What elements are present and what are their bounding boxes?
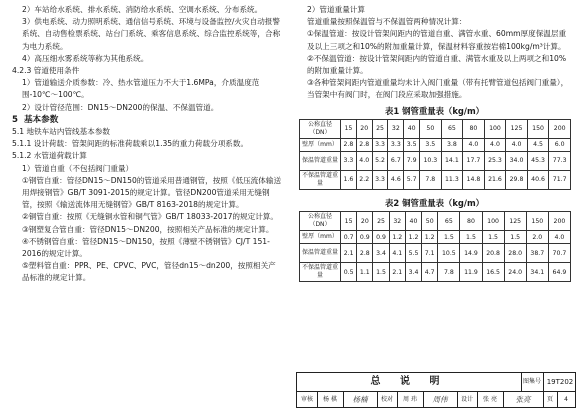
- dn-cell: 150: [527, 119, 549, 138]
- value-cell: 0.9: [357, 231, 373, 244]
- value-cell: 6.0: [549, 138, 571, 151]
- value-cell: 45.3: [527, 151, 549, 170]
- title-block: [296, 372, 576, 408]
- value-cell: 4.0: [506, 138, 528, 151]
- right-paragraph: ①保温管道：按设计管架间距内的管道自重、满管水重、60mm厚度保温层重及以上三项之和10%的附加重量计算，保温材料容重按岩棉100kg/m³计算。: [307, 29, 567, 51]
- reviewer-signature: 杨楠: [343, 391, 378, 408]
- right-paragraphs: [297, 4, 572, 102]
- left-paragraph: ④不锈钢管自重：管径DN15～DN150，按照《薄壁不锈钢管》CJ/T 151-2016的规定计算。: [22, 236, 270, 259]
- drawing-title: 总 说 明: [297, 373, 522, 391]
- value-cell: 4.5: [527, 138, 549, 151]
- right-paragraph: 管道重量按照保温管与不保温管两种情况计算：: [307, 17, 467, 27]
- value-cell: 10.3: [420, 151, 442, 170]
- value-cell: 2.1: [341, 244, 357, 263]
- designer-signature: 张亮: [503, 391, 544, 408]
- value-cell: 1.6: [341, 170, 357, 189]
- value-cell: 1.1: [357, 263, 373, 282]
- value-cell: 6.7: [388, 151, 404, 170]
- row-label: 不保温管道重量: [300, 170, 341, 189]
- dn-cell: 80: [463, 119, 485, 138]
- left-paragraph: 1）管道自重（不包括阀门重量）: [22, 163, 134, 173]
- value-cell: 34.1: [526, 263, 548, 282]
- value-cell: 5.5: [405, 244, 421, 263]
- value-cell: 7.1: [422, 244, 438, 263]
- value-cell: 77.3: [549, 151, 571, 170]
- left-paragraph: ②铜管自重：按照《无缝铜水管和铜气管》GB/T 18033-2017的规定计算。: [22, 212, 278, 222]
- value-cell: 4.6: [388, 170, 404, 189]
- dn-cell: 125: [506, 119, 528, 138]
- dn-cell: 32: [388, 119, 404, 138]
- value-cell: 40.6: [527, 170, 549, 189]
- left-text-column: [12, 4, 283, 285]
- value-cell: 2.1: [389, 263, 405, 282]
- value-cell: 2.8: [356, 138, 372, 151]
- value-cell: 17.7: [463, 151, 485, 170]
- value-cell: 4.0: [463, 138, 485, 151]
- left-paragraph: 3）供电系统、动力照明系统、通信信号系统、环境与设备监控/火灾自动报警系统、自动售检票系统、站台门系统、乘客信息系统、综合监控系统等，合称为电力系统。: [22, 17, 281, 51]
- dn-cell: 40: [404, 119, 420, 138]
- left-paragraph: 4）高压细水雾系统等称为其他系统。: [22, 53, 149, 63]
- dn-cell: 40: [405, 212, 421, 231]
- dn-cell: 25: [372, 119, 388, 138]
- dn-cell: 50: [420, 119, 442, 138]
- table-row: [300, 244, 571, 263]
- value-cell: 1.2: [422, 231, 438, 244]
- value-cell: 21.6: [484, 170, 506, 189]
- left-paragraph: 5.1.1 设计荷载：管架间距的标准荷载乘以1.35的重力荷载分项系数。: [12, 139, 249, 149]
- value-cell: 1.2: [389, 231, 405, 244]
- value-cell: 71.7: [549, 170, 571, 189]
- dn-cell: 80: [460, 212, 482, 231]
- value-cell: 3.4: [373, 244, 389, 263]
- left-paragraph: 4.2.3 管道使用条件: [12, 66, 80, 76]
- dn-cell: 200: [548, 212, 570, 231]
- value-cell: 11.9: [460, 263, 482, 282]
- value-cell: 14.9: [460, 244, 482, 263]
- page-label: 页: [543, 391, 558, 408]
- value-cell: 0.9: [373, 231, 389, 244]
- value-cell: 5.7: [404, 170, 420, 189]
- dn-cell: 150: [526, 212, 548, 231]
- nominal-diameter-header: 公称直径（DN）: [300, 212, 341, 231]
- left-paragraph: ③钢塑复合管自重：管径DN15～DN200，按照相关产品标准的规定计算。: [22, 224, 274, 234]
- value-cell: 1.5: [482, 231, 504, 244]
- steel-pipe-weight-table: [299, 119, 571, 190]
- value-cell: 3.3: [372, 170, 388, 189]
- value-cell: 2.2: [356, 170, 372, 189]
- right-text-column: [297, 4, 572, 282]
- value-cell: 7.8: [438, 263, 460, 282]
- table2-title: 表2 铜管重量表（kg/m）: [384, 197, 485, 208]
- value-cell: 4.0: [356, 151, 372, 170]
- value-cell: 16.5: [482, 263, 504, 282]
- value-cell: 2.8: [357, 244, 373, 263]
- value-cell: 2.8: [341, 138, 357, 151]
- dn-cell: 20: [356, 119, 372, 138]
- table1-title: 表1 钢管重量表（kg/m）: [384, 105, 485, 116]
- checker-signature: 周伟: [423, 391, 458, 408]
- table-row: [300, 170, 571, 189]
- value-cell: 34.0: [506, 151, 528, 170]
- table-row: [300, 231, 571, 244]
- dn-cell: 125: [504, 212, 526, 231]
- design-label: 设计: [457, 391, 478, 408]
- dn-cell: 200: [549, 119, 571, 138]
- left-paragraph: 5.1 地铁车站内管线基本参数: [12, 127, 111, 137]
- atlas-number: 19T202: [546, 378, 574, 386]
- value-cell: 14.1: [441, 151, 463, 170]
- value-cell: 5.2: [372, 151, 388, 170]
- dn-cell: 65: [438, 212, 460, 231]
- page-number: 4: [564, 396, 568, 403]
- check-label: 校对: [377, 391, 398, 408]
- dn-cell: 100: [484, 119, 506, 138]
- left-paragraph: 5.1.2 水管道荷载计算: [12, 151, 87, 161]
- value-cell: 25.3: [484, 151, 506, 170]
- atlas-number-label: 图集号: [521, 373, 544, 391]
- value-cell: 0.7: [341, 231, 357, 244]
- value-cell: 3.3: [388, 138, 404, 151]
- row-label: 保温管道重量: [300, 151, 341, 170]
- value-cell: 20.8: [482, 244, 504, 263]
- value-cell: 24.0: [504, 263, 526, 282]
- left-paragraph: 1）管道输送介质参数：冷、热水管道压力不大于1.6MPa，介质温度范围-10℃～100℃。: [22, 78, 260, 100]
- value-cell: 1.5: [373, 263, 389, 282]
- value-cell: 3.3: [341, 151, 357, 170]
- value-cell: 7.8: [420, 170, 442, 189]
- table-row: [300, 263, 571, 282]
- value-cell: 3.8: [441, 138, 463, 151]
- approval-row: [297, 391, 575, 408]
- reviewer-name: 杨 棋: [317, 391, 344, 408]
- value-cell: 14.8: [463, 170, 485, 189]
- value-cell: 10.5: [438, 244, 460, 263]
- left-paragraph: 5 基本参数: [12, 114, 59, 125]
- value-cell: 1.5: [438, 231, 460, 244]
- dn-cell: 25: [373, 212, 389, 231]
- value-cell: 4.1: [389, 244, 405, 263]
- dn-cell: 15: [341, 119, 357, 138]
- value-cell: 11.3: [441, 170, 463, 189]
- dn-cell: 32: [389, 212, 405, 231]
- value-cell: 1.2: [405, 231, 421, 244]
- value-cell: 0.5: [341, 263, 357, 282]
- value-cell: 7.9: [404, 151, 420, 170]
- left-paragraph: ①钢管自重：管径DN15～DN150的管道采用普通钢管，按照《低压流体输送用焊接钢管》GB/T 3091-2015的规定计算。管径DN200管道采用无缝钢管，按照《输送流体用无缝钢管》GB/T 8163-2018的规定计算。: [22, 175, 282, 210]
- value-cell: 28.0: [504, 244, 526, 263]
- value-cell: 3.5: [404, 138, 420, 151]
- copper-pipe-weight-table: [299, 211, 571, 282]
- right-paragraph: ③各种管架间距内管道重量均未计入阀门重量（带有托臂管道包括阀门重量），当管架中有阀门时，在阀门段应采取加强措施。: [307, 78, 569, 100]
- dn-cell: 65: [441, 119, 463, 138]
- value-cell: 3.5: [420, 138, 442, 151]
- value-cell: 29.8: [506, 170, 528, 189]
- value-cell: 1.5: [504, 231, 526, 244]
- value-cell: 3.3: [372, 138, 388, 151]
- left-paragraph: 2）车站给水系统、排水系统、消防给水系统、空调水系统、分布系统。: [22, 5, 263, 14]
- left-paragraph: 2）设计管径范围：DN15～DN200的保温、不保温管道。: [22, 102, 219, 112]
- value-cell: 4.0: [548, 231, 570, 244]
- table-row: [300, 138, 571, 151]
- row-label: 壁厚（mm）: [300, 231, 341, 244]
- dn-cell: 20: [357, 212, 373, 231]
- value-cell: 70.7: [548, 244, 570, 263]
- dn-cell: 100: [482, 212, 504, 231]
- dn-cell: 50: [422, 212, 438, 231]
- nominal-diameter-header: 公称直径（DN）: [300, 119, 341, 138]
- row-label: 壁厚（mm）: [300, 138, 341, 151]
- right-paragraph: ②不保温管道：按设计管架间距内的管道自重、满管水重及以上两项之和10%的附加重量计算。: [307, 53, 567, 76]
- checker-name: 周 玮: [397, 391, 424, 408]
- value-cell: 3.4: [405, 263, 421, 282]
- left-paragraph: ⑤塑料管自重：PPR、PE、CPVC、PVC，管径dn15～dn200，按照相关产品标准的规定计算。: [22, 261, 276, 283]
- value-cell: 2.0: [526, 231, 548, 244]
- dn-cell: 15: [341, 212, 357, 231]
- value-cell: 1.5: [460, 231, 482, 244]
- value-cell: 38.7: [526, 244, 548, 263]
- review-label: 审核: [297, 391, 318, 408]
- value-cell: 4.7: [422, 263, 438, 282]
- designer-name: 张 亮: [477, 391, 504, 408]
- right-paragraph: 2）管道重量计算: [307, 5, 365, 14]
- table-row: [300, 151, 571, 170]
- value-cell: 64.9: [548, 263, 570, 282]
- row-label: 保温管道重量: [300, 244, 341, 263]
- row-label: 不保温管道重量: [300, 263, 341, 282]
- value-cell: 4.0: [484, 138, 506, 151]
